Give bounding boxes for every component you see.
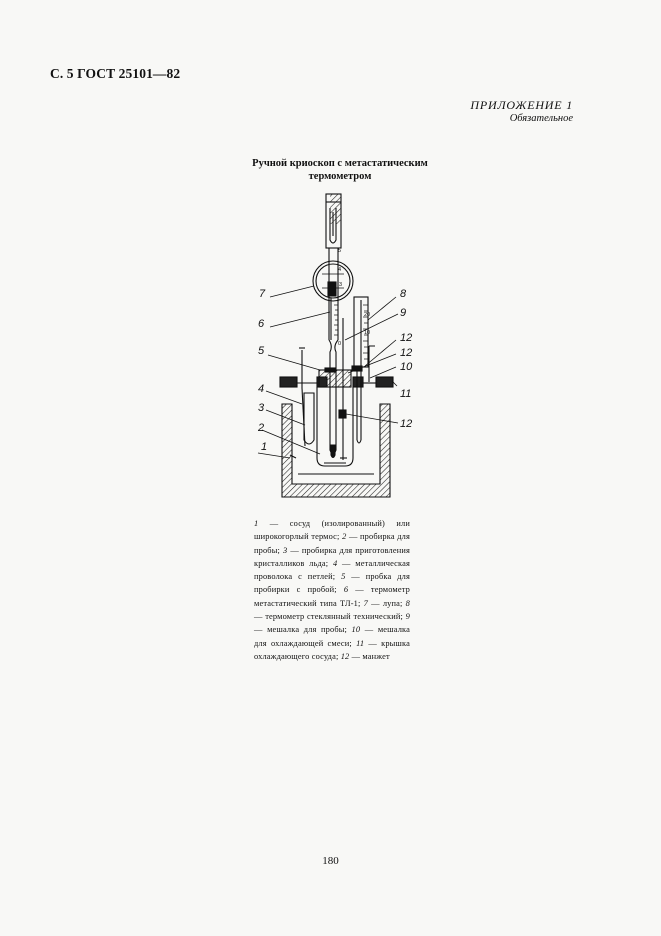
legend-item-6: 6 — термометр метастатический типа ТЛ-1; <box>254 585 410 608</box>
page-reference: С. 5 ГОСТ 25101—82 <box>50 66 181 81</box>
callout-9: 9 <box>400 307 407 319</box>
figure-legend <box>254 517 410 663</box>
legend-item-5: 5 — пробка для пробирки с пробой; <box>254 572 410 595</box>
legend-item-8: 8 — термометр стеклянный технический; <box>254 598 410 622</box>
scale-mark: 0 <box>338 341 342 347</box>
callout-12: 12 <box>400 332 413 344</box>
callout-10: 10 <box>400 361 413 373</box>
figure-title-line-2: термометром <box>308 171 372 182</box>
callout-7: 7 <box>259 288 266 300</box>
callout-2: 2 <box>258 422 265 434</box>
callout-1: 1 <box>261 441 268 453</box>
figure-title <box>200 157 480 183</box>
legend-item-2: 2 — пробирка для пробы; <box>254 532 410 555</box>
cuff <box>339 410 346 418</box>
figure-title-line-1: Ручной криоскоп с метастатическим <box>252 158 428 169</box>
callout-12: 12 <box>400 418 413 430</box>
scale-mark: 3 <box>339 282 343 288</box>
callout-3: 3 <box>258 402 265 414</box>
scale-mark: 4 <box>338 267 342 273</box>
callout-8: 8 <box>400 288 407 300</box>
metastatic-scale-ticks <box>334 305 338 335</box>
appendix-title: ПРИЛОЖЕНИЕ 1 <box>470 98 573 112</box>
legend-item-12: 12 — манжет <box>340 651 390 661</box>
callout-5: 5 <box>258 345 265 357</box>
appendix-status: Обязательное <box>509 113 573 124</box>
cryoscope-diagram <box>240 188 440 513</box>
legend-item-10: 10 — мешалка для охлаждающей смеси; <box>254 625 410 648</box>
scale-mark: 5 <box>338 248 342 254</box>
appendix-block <box>470 98 573 126</box>
callout-11: 11 <box>400 388 412 400</box>
cuff <box>352 366 362 371</box>
callout-6: 6 <box>258 318 265 330</box>
callout-4: 4 <box>258 383 265 395</box>
legend-item-1: 1 — сосуд (изолированный) или широкогорлый термос; <box>254 519 410 542</box>
scale-mark: 10 <box>364 330 371 336</box>
vessel-lid <box>280 377 297 387</box>
scale-mark: 20 <box>364 312 371 318</box>
legend-item-9: 9 — мешалка для пробы; <box>254 612 410 635</box>
callout-12: 12 <box>400 347 413 359</box>
page-number: 180 <box>322 855 339 867</box>
cuff <box>325 368 335 372</box>
legend-item-4: 4 — металлическая проволока с петлей; <box>254 558 410 582</box>
legend-item-3: 3 — пробирка для приготовления кристалликов льда; <box>254 545 410 568</box>
ice-tube <box>304 393 314 444</box>
cryoscope-drawing <box>240 188 440 508</box>
legend-item-7: 7 — лупа; <box>363 598 406 608</box>
legend-item-11: 11 — крышка охлаждающего сосуда; <box>254 638 410 661</box>
